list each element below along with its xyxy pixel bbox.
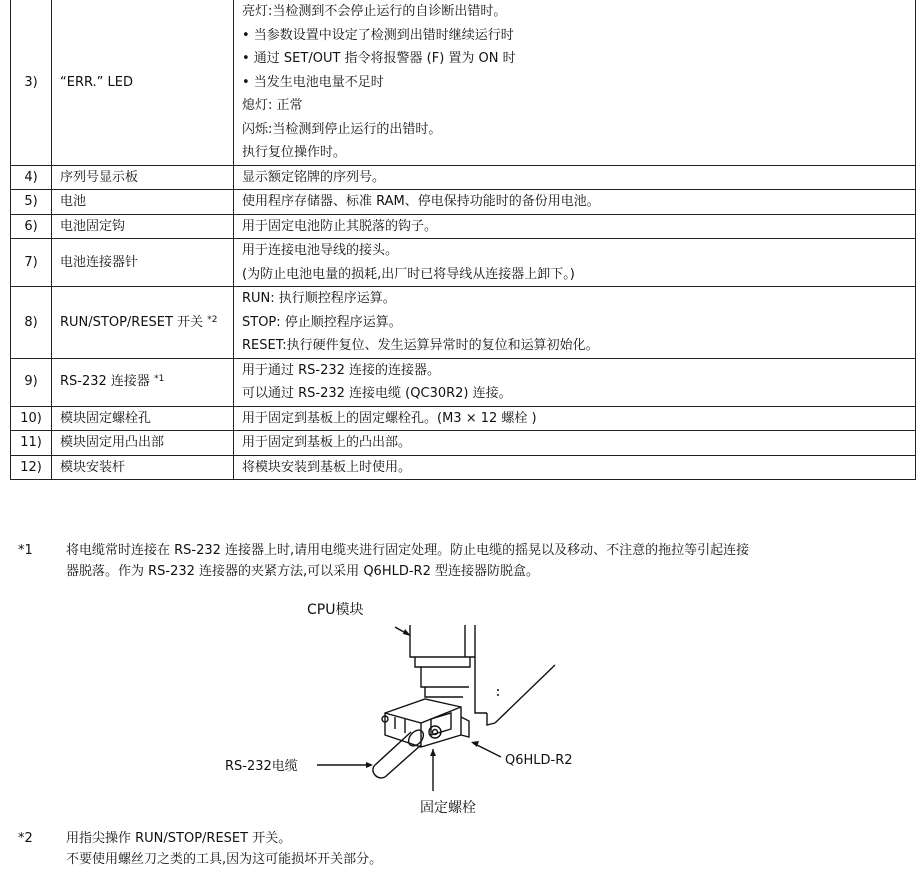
row-number: 12) [11, 455, 52, 480]
footnote-text: 不要使用螺丝刀之类的工具,因为这可能损坏开关部分。 [66, 852, 383, 867]
component-name [52, 406, 234, 431]
footnote-reference: *2 [207, 314, 218, 325]
fixing-bolt-label: 固定螺栓 [420, 800, 476, 816]
component-name-text: 模块安装杆 [60, 459, 126, 475]
row-number: 6) [11, 214, 52, 239]
footnote-mark: *1 [18, 543, 33, 558]
table-row [11, 287, 916, 359]
footnote-1 [18, 540, 916, 582]
table-row [11, 214, 916, 239]
footnote-2 [18, 828, 916, 870]
component-name-text: 电池 [60, 194, 87, 209]
component-name-text: RUN/STOP/RESET 开关 [60, 314, 204, 330]
description-line: 闪烁:当检测到停止运行的出错时。 [242, 121, 442, 137]
footnote-reference: *1 [154, 374, 165, 385]
component-name-text: “ERR.” LED [60, 74, 134, 90]
description-line: STOP: 停止顺控程序运算。 [242, 314, 402, 330]
component-description [234, 165, 916, 190]
table-row [11, 431, 916, 456]
footnote-mark: *2 [18, 831, 33, 846]
description-line: 可以通过 RS-232 连接电缆 (QC30R2) 连接。 [242, 386, 512, 401]
description-line: 用于连接电池导线的接头。 [242, 243, 399, 258]
component-name [52, 358, 234, 406]
row-number: 11) [11, 431, 52, 456]
description-line: RUN: 执行顺控程序运算。 [242, 291, 396, 306]
row-number: 10) [11, 406, 52, 431]
component-name [52, 214, 234, 239]
q6hld-cover-label: Q6HLD-R2 [505, 753, 573, 768]
component-name [52, 190, 234, 215]
component-description [234, 214, 916, 239]
component-name [52, 455, 234, 480]
component-description [234, 455, 916, 480]
table-row [11, 239, 916, 287]
component-name-text: 序列号显示板 [60, 169, 139, 185]
component-table [10, 0, 916, 480]
description-line: • 通过 SET/OUT 指令将报警器 (F) 置为 ON 时 [242, 51, 516, 66]
component-name-text: 模块固定螺栓孔 [60, 410, 152, 426]
description-line: 用于通过 RS-232 连接的连接器。 [242, 362, 441, 378]
component-name [52, 431, 234, 456]
component-description [234, 239, 916, 287]
description-line: 熄灯: 正常 [242, 98, 303, 113]
table-row [11, 358, 916, 406]
description-line: 用于固定到基板上的固定螺栓孔。(M3 × 12 螺栓 ) [242, 410, 537, 426]
component-name [52, 0, 234, 165]
description-line: 用于固定到基板上的凸出部。 [242, 435, 412, 450]
table-row [11, 190, 916, 215]
component-description [234, 406, 916, 431]
connector-diagram [225, 595, 605, 820]
component-name-text: 模块固定用凸出部 [60, 435, 165, 450]
description-line: 用于固定电池防止其脱落的钩子。 [242, 218, 438, 234]
description-line: 亮灯:当检测到不会停止运行的自诊断出错时。 [242, 4, 507, 19]
component-name [52, 239, 234, 287]
component-description [234, 287, 916, 359]
component-description [234, 0, 916, 165]
row-number: 7) [11, 239, 52, 287]
component-name [52, 287, 234, 359]
component-name-text: 电池连接器针 [60, 254, 139, 270]
component-name-text: RS-232 连接器 [60, 374, 150, 390]
footnote-text: 器脱落。作为 RS-232 连接器的夹紧方法,可以采用 Q6HLD-R2 型连接器防脱盒。 [66, 564, 539, 579]
component-description [234, 358, 916, 406]
description-line: • 当参数设置中设定了检测到出错时继续运行时 [242, 27, 514, 43]
connector-drawing [225, 595, 605, 820]
footnote-text: 将电缆常时连接在 RS-232 连接器上时,请用电缆夹进行固定处理。防止电缆的摇晃以及移动、不注意的拖拉等引起连接 [66, 543, 750, 558]
component-description [234, 190, 916, 215]
cpu-module-label: CPU模块 [307, 602, 364, 618]
description-line: RESET:执行硬件复位、发生运算异常时的复位和运算初始化。 [242, 338, 599, 353]
row-number: 5) [11, 190, 52, 215]
table-row [11, 0, 916, 165]
description-line: 显示额定铭牌的序列号。 [242, 169, 386, 185]
row-number: 3) [11, 0, 52, 165]
description-line: 执行复位操作时。 [242, 145, 347, 160]
row-number: 9) [11, 358, 52, 406]
row-number: 4) [11, 165, 52, 190]
component-description [234, 431, 916, 456]
description-line: 使用程序存储器、标准 RAM、停电保持功能时的备份用电池。 [242, 194, 600, 209]
rs232-cable-label: RS-232电缆 [225, 759, 298, 774]
description-line: 将模块安装到基板上时使用。 [242, 459, 412, 475]
table-row [11, 165, 916, 190]
footnote-text: 用指尖操作 RUN/STOP/RESET 开关。 [66, 831, 292, 846]
component-name [52, 165, 234, 190]
description-line: • 当发生电池电量不足时 [242, 74, 384, 90]
component-name-text: 电池固定钩 [60, 218, 126, 234]
table-row [11, 406, 916, 431]
table-row [11, 455, 916, 480]
row-number: 8) [11, 287, 52, 359]
description-line: (为防止电池电量的损耗,出厂时已将导线从连接器上卸下。) [242, 266, 575, 282]
